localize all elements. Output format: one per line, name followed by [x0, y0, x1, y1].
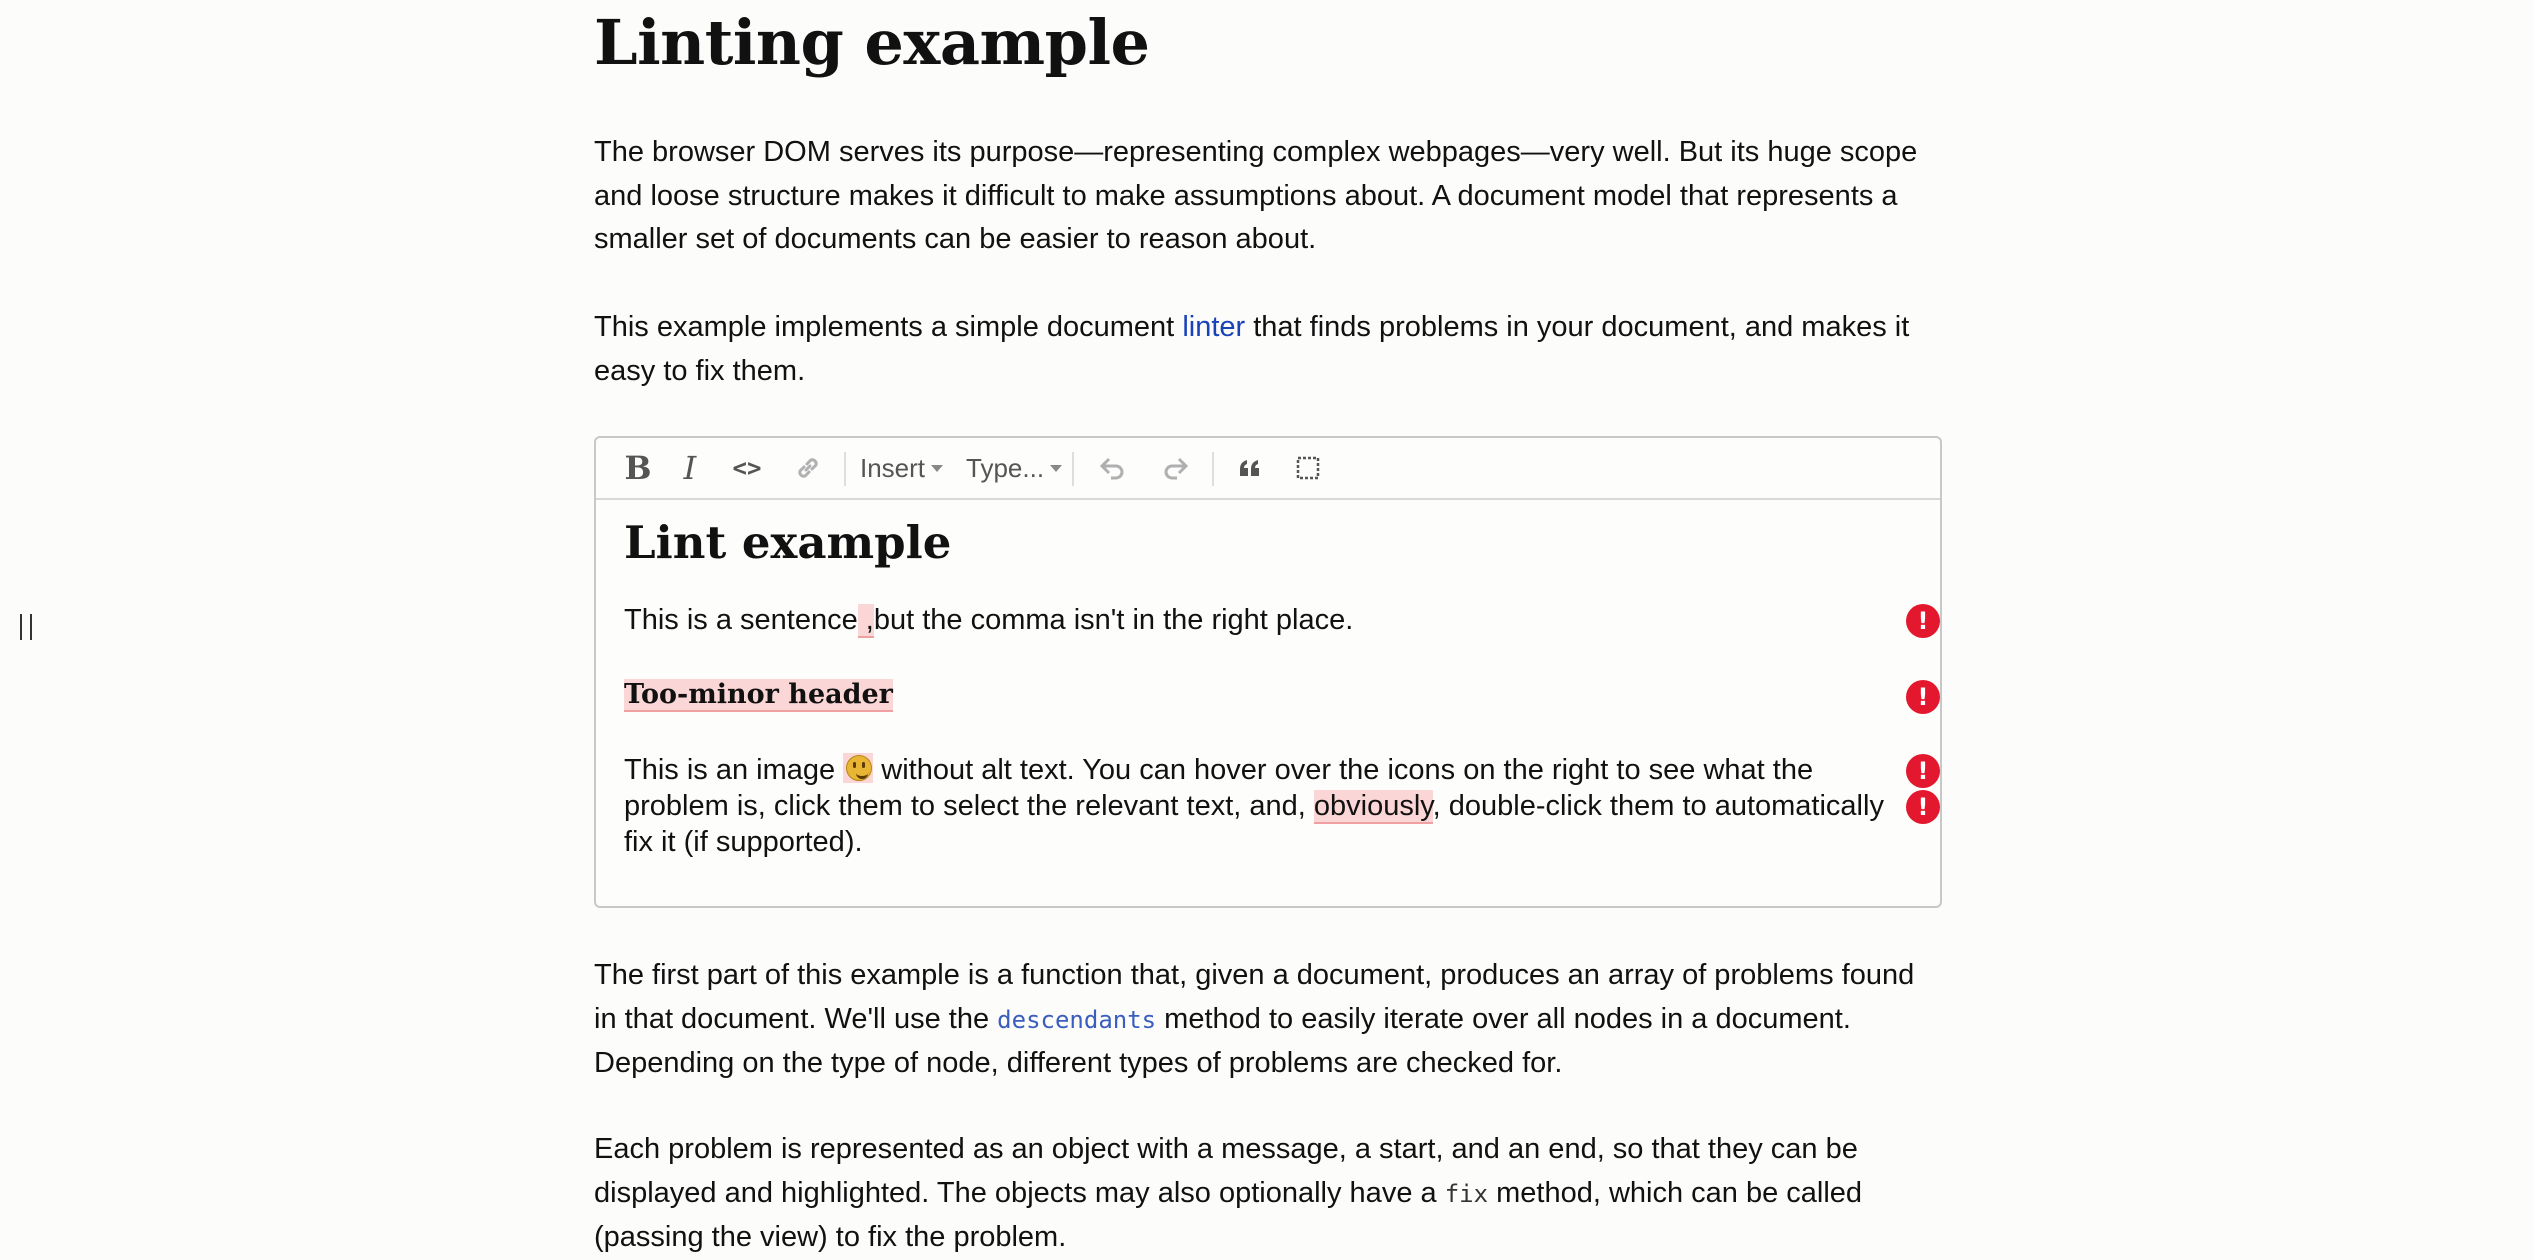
- chevron-down-icon: [1050, 465, 1062, 472]
- smiley-icon: [846, 755, 872, 781]
- intro-paragraph-2: [594, 306, 1944, 393]
- lint-warning-icon[interactable]: !: [1906, 680, 1940, 714]
- type-label: Type...: [966, 452, 1045, 483]
- smiley-image[interactable]: [843, 753, 873, 783]
- text-cursor-icon: [20, 614, 32, 640]
- insert-dropdown[interactable]: [860, 448, 943, 488]
- redo-button[interactable]: [1154, 448, 1198, 488]
- type-dropdown[interactable]: [966, 448, 1062, 488]
- menu-separator: [1072, 452, 1074, 486]
- sentence-text: This is a sentence: [624, 604, 858, 636]
- intro-paragraph-1: The browser DOM serves its purpose—representing complex webpages—very well. But its huge scope and loose structure makes it difficult to make assumptions about. A document model that represents a smaller set of documents can be easier to reason about.: [594, 136, 1918, 255]
- lint-warning-icon[interactable]: !: [1906, 790, 1940, 824]
- body-text: Each problem is represented as an object with a message, a start, and an end, so that they can be displayed and highlighted. The objects may also optionally have a: [594, 1133, 1858, 1209]
- editor-minor-header[interactable]: [624, 676, 1884, 713]
- lint-warning-icon[interactable]: !: [1906, 604, 1940, 638]
- lint-highlight-obviously: obviously: [1313, 790, 1433, 822]
- link-button[interactable]: [786, 448, 830, 488]
- blockquote-button[interactable]: [1228, 448, 1272, 488]
- menubar: [596, 438, 1940, 500]
- menu-separator: [844, 452, 846, 486]
- body-text-end: method, which can be called (passing the view) to fix the problem.: [594, 1176, 1863, 1253]
- code-button[interactable]: <>: [732, 454, 762, 482]
- chevron-down-icon: [931, 465, 943, 472]
- body-paragraph-1: [594, 954, 1944, 1086]
- select-node-icon: [1295, 455, 1321, 481]
- image-text-end: , double-click them to automatically fix it (if supported).: [624, 790, 1884, 858]
- undo-icon: [1097, 454, 1127, 482]
- quote-icon: [1237, 456, 1263, 480]
- editor-paragraph-1[interactable]: [624, 602, 1884, 638]
- fix-code: fix: [1444, 1179, 1489, 1208]
- linter-link[interactable]: linter: [1182, 311, 1246, 343]
- intro-text-end: that finds problems in your document, and makes it easy to fix them.: [594, 311, 1910, 387]
- undo-button[interactable]: [1090, 448, 1134, 488]
- insert-label: Insert: [860, 452, 926, 483]
- lint-highlight-header: Too-minor header: [624, 679, 893, 710]
- prosemirror-editor[interactable]: [594, 436, 1942, 908]
- editor-heading[interactable]: Lint example: [624, 516, 952, 569]
- select-parent-button[interactable]: [1286, 448, 1330, 488]
- lint-warning-icon[interactable]: !: [1906, 754, 1940, 788]
- editor-paragraph-2[interactable]: [624, 752, 1884, 860]
- image-text-mid: without alt text. You can hover over the icons on the right to see what the problem is, click them to select the relevant text, and,: [624, 754, 1814, 822]
- intro-text: This example implements a simple document: [594, 311, 1183, 343]
- sentence-text-end: but the comma isn't in the right place.: [873, 604, 1354, 636]
- body-paragraph-2: [594, 1128, 1944, 1260]
- redo-icon: [1161, 454, 1191, 482]
- body-text: The first part of this example is a function that, given a document, produces an array of problems found in that document. We'll use the: [594, 959, 1915, 1035]
- lint-highlight-comma: ,: [857, 604, 874, 636]
- link-icon: [794, 454, 822, 482]
- descendants-code-link[interactable]: descendants: [997, 1005, 1157, 1034]
- italic-button[interactable]: I: [683, 449, 697, 487]
- image-text: This is an image: [624, 754, 844, 786]
- menu-separator: [1212, 452, 1214, 486]
- page-title: Linting example: [594, 6, 1150, 79]
- bold-button[interactable]: B: [624, 449, 652, 487]
- body-text-end: method to easily iterate over all nodes in a document. Depending on the type of node, different types of problems are checked for.: [594, 1002, 1851, 1079]
